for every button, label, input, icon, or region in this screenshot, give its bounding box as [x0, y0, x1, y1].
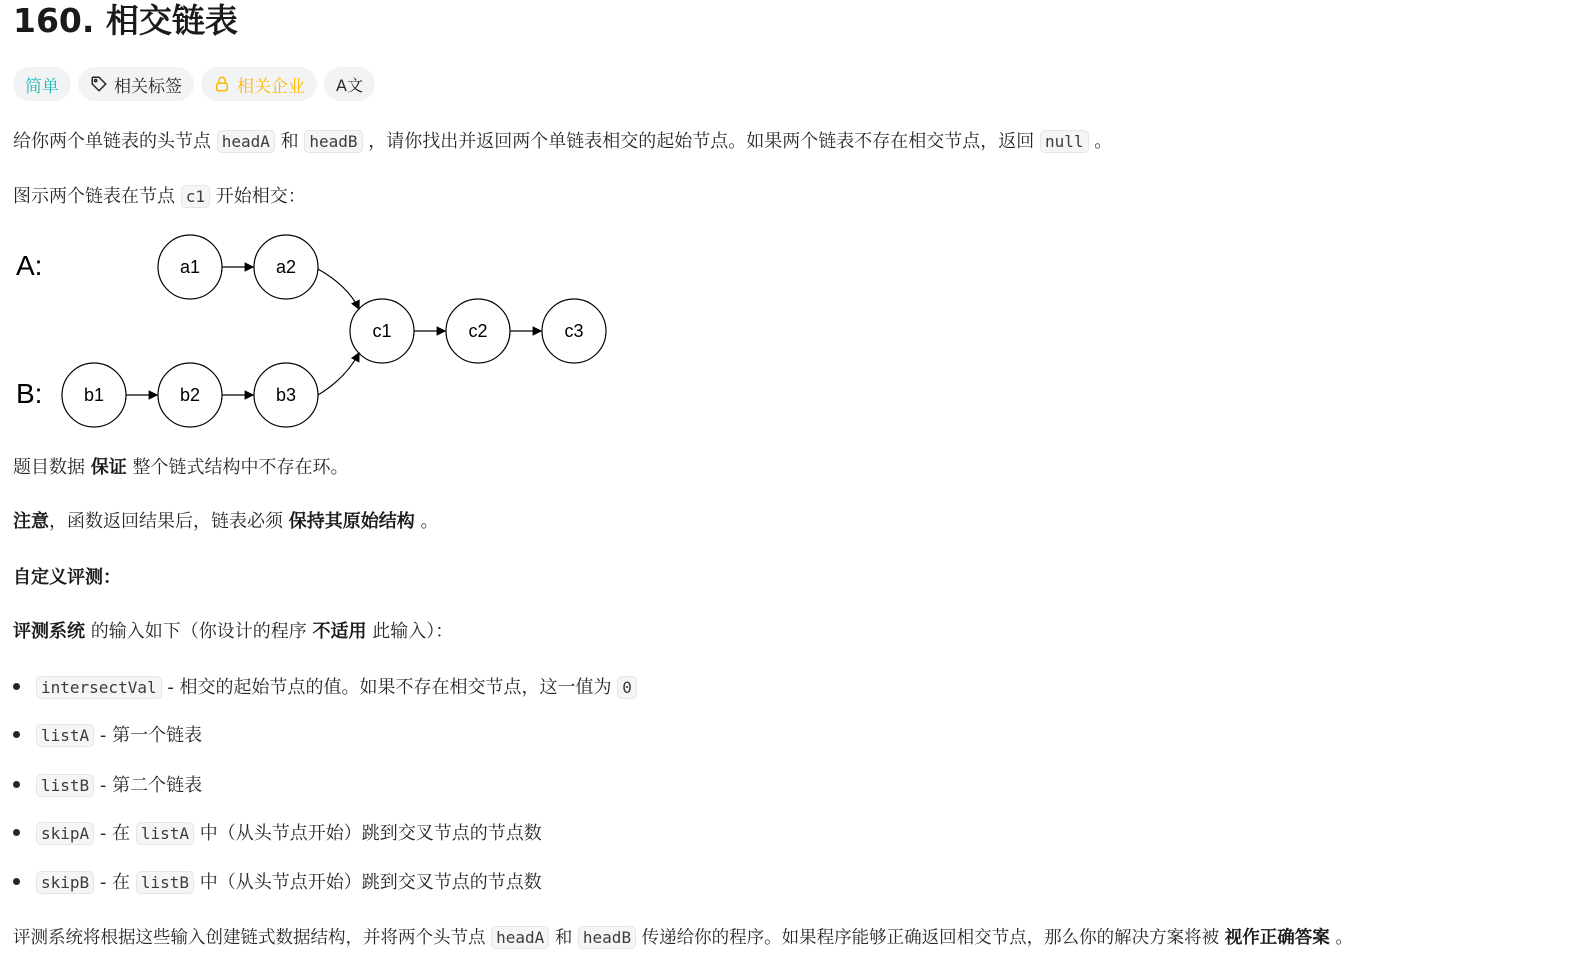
node-c2 — [446, 299, 510, 363]
text: 。 — [1094, 131, 1113, 152]
label-b: B: — [16, 378, 43, 409]
svg-text:b1: b1 — [83, 385, 105, 405]
lock-icon — [213, 75, 231, 93]
tag-icon — [90, 75, 108, 93]
text: - 第二个链表 — [99, 775, 203, 796]
bold-text: 保持其原始结构 — [288, 511, 415, 532]
text: 和 — [280, 131, 299, 152]
code: listA — [136, 822, 194, 845]
code: intersectVal — [36, 676, 162, 699]
list-item — [13, 869, 542, 897]
code: listB — [136, 871, 194, 894]
list-item — [13, 772, 202, 800]
code-headb: headB — [304, 130, 362, 153]
arrow-b3-c1 — [318, 353, 359, 395]
translate-button[interactable] — [324, 67, 375, 101]
node-a2 — [254, 235, 318, 299]
list-item — [13, 820, 542, 848]
node-b1 — [62, 363, 126, 427]
related-tags-button[interactable] — [78, 67, 194, 101]
code-null: null — [1040, 130, 1089, 153]
bold-text: 保证 — [90, 457, 127, 478]
text: 评测系统将根据这些输入创建链式数据结构，并将两个头节点 — [13, 928, 486, 948]
code-heada: headA — [217, 130, 275, 153]
difficulty-badge[interactable]: 简单 — [13, 67, 71, 101]
related-companies-button[interactable] — [201, 67, 317, 101]
bullet — [13, 781, 20, 788]
bullet — [13, 731, 20, 738]
text: 此输入）： — [372, 621, 454, 642]
svg-text:c3: c3 — [564, 321, 584, 341]
text: 的输入如下（你设计的程序 — [90, 621, 307, 642]
text: - 相交的起始节点的值。如果不存在相交节点，这一值为 — [167, 677, 612, 698]
bold-text: 评测系统 — [13, 621, 85, 642]
text: 整个链式结构中不存在环。 — [132, 457, 349, 478]
code-c1: c1 — [181, 185, 210, 208]
list-item — [13, 722, 202, 750]
text: - 在 — [99, 823, 131, 844]
text: 传递给你的程序。如果程序能够正确返回相交节点，那么你的解决方案将被 — [641, 928, 1220, 948]
code: skipB — [36, 871, 94, 894]
note-paragraph — [13, 508, 438, 536]
text: 和 — [554, 928, 573, 948]
judge-result-paragraph — [13, 924, 1353, 952]
translate-icon: A文 — [336, 75, 363, 95]
code: listB — [36, 774, 94, 797]
node-b3 — [254, 363, 318, 427]
custom-judge-heading — [13, 564, 121, 592]
svg-text:a1: a1 — [179, 257, 201, 277]
related-tags-label: 相关标签 — [114, 76, 182, 97]
bold-text: 注意 — [13, 511, 49, 532]
node-a1 — [158, 235, 222, 299]
svg-text:c2: c2 — [468, 321, 488, 341]
text: - 第一个链表 — [99, 725, 203, 746]
svg-text:b3: b3 — [275, 385, 297, 405]
bullet — [13, 829, 20, 836]
code-headb: headB — [578, 926, 636, 949]
bold-text: 自定义评测： — [13, 567, 121, 588]
text: 给你两个单链表的头节点 — [13, 131, 211, 152]
text: - 在 — [99, 872, 131, 893]
description-paragraph — [13, 128, 1112, 156]
judge-input-paragraph — [13, 618, 453, 646]
code: listA — [36, 724, 94, 747]
linked-list-diagram — [0, 220, 640, 440]
node-c3 — [542, 299, 606, 363]
code-heada: headA — [491, 926, 549, 949]
node-b2 — [158, 363, 222, 427]
text: 中（从头节点开始）跳到交叉节点的节点数 — [199, 872, 542, 893]
text: 开始相交： — [215, 186, 306, 207]
text: 。 — [1335, 928, 1353, 948]
text: ，请你找出并返回两个单链表相交的起始节点。如果两个链表不存在相交节点，返回 — [368, 131, 1035, 152]
arrow-a2-c1 — [318, 269, 359, 309]
node-c1 — [350, 299, 414, 363]
svg-text:c1: c1 — [372, 321, 392, 341]
related-companies-label: 相关企业 — [237, 76, 305, 97]
list-item — [13, 674, 637, 702]
text: 。 — [420, 511, 439, 532]
text: ，函数返回结果后，链表必须 — [49, 511, 283, 532]
text: 图示两个链表在节点 — [13, 186, 175, 207]
bold-text: 视作正确答案 — [1224, 928, 1330, 948]
code: 0 — [617, 676, 637, 699]
svg-text:b2: b2 — [179, 385, 201, 405]
text: 中（从头节点开始）跳到交叉节点的节点数 — [199, 823, 542, 844]
text: 题目数据 — [13, 457, 85, 478]
guarantee-paragraph — [13, 454, 348, 482]
page-title: 160. 相交链表 — [13, 1, 238, 40]
diagram-caption — [13, 183, 306, 211]
bold-text: 不适用 — [312, 621, 367, 642]
svg-text:a2: a2 — [275, 257, 297, 277]
bullet — [13, 683, 20, 690]
bullet — [13, 878, 20, 885]
label-a: A: — [16, 250, 43, 281]
code: skipA — [36, 822, 94, 845]
tag-bar — [13, 67, 375, 101]
